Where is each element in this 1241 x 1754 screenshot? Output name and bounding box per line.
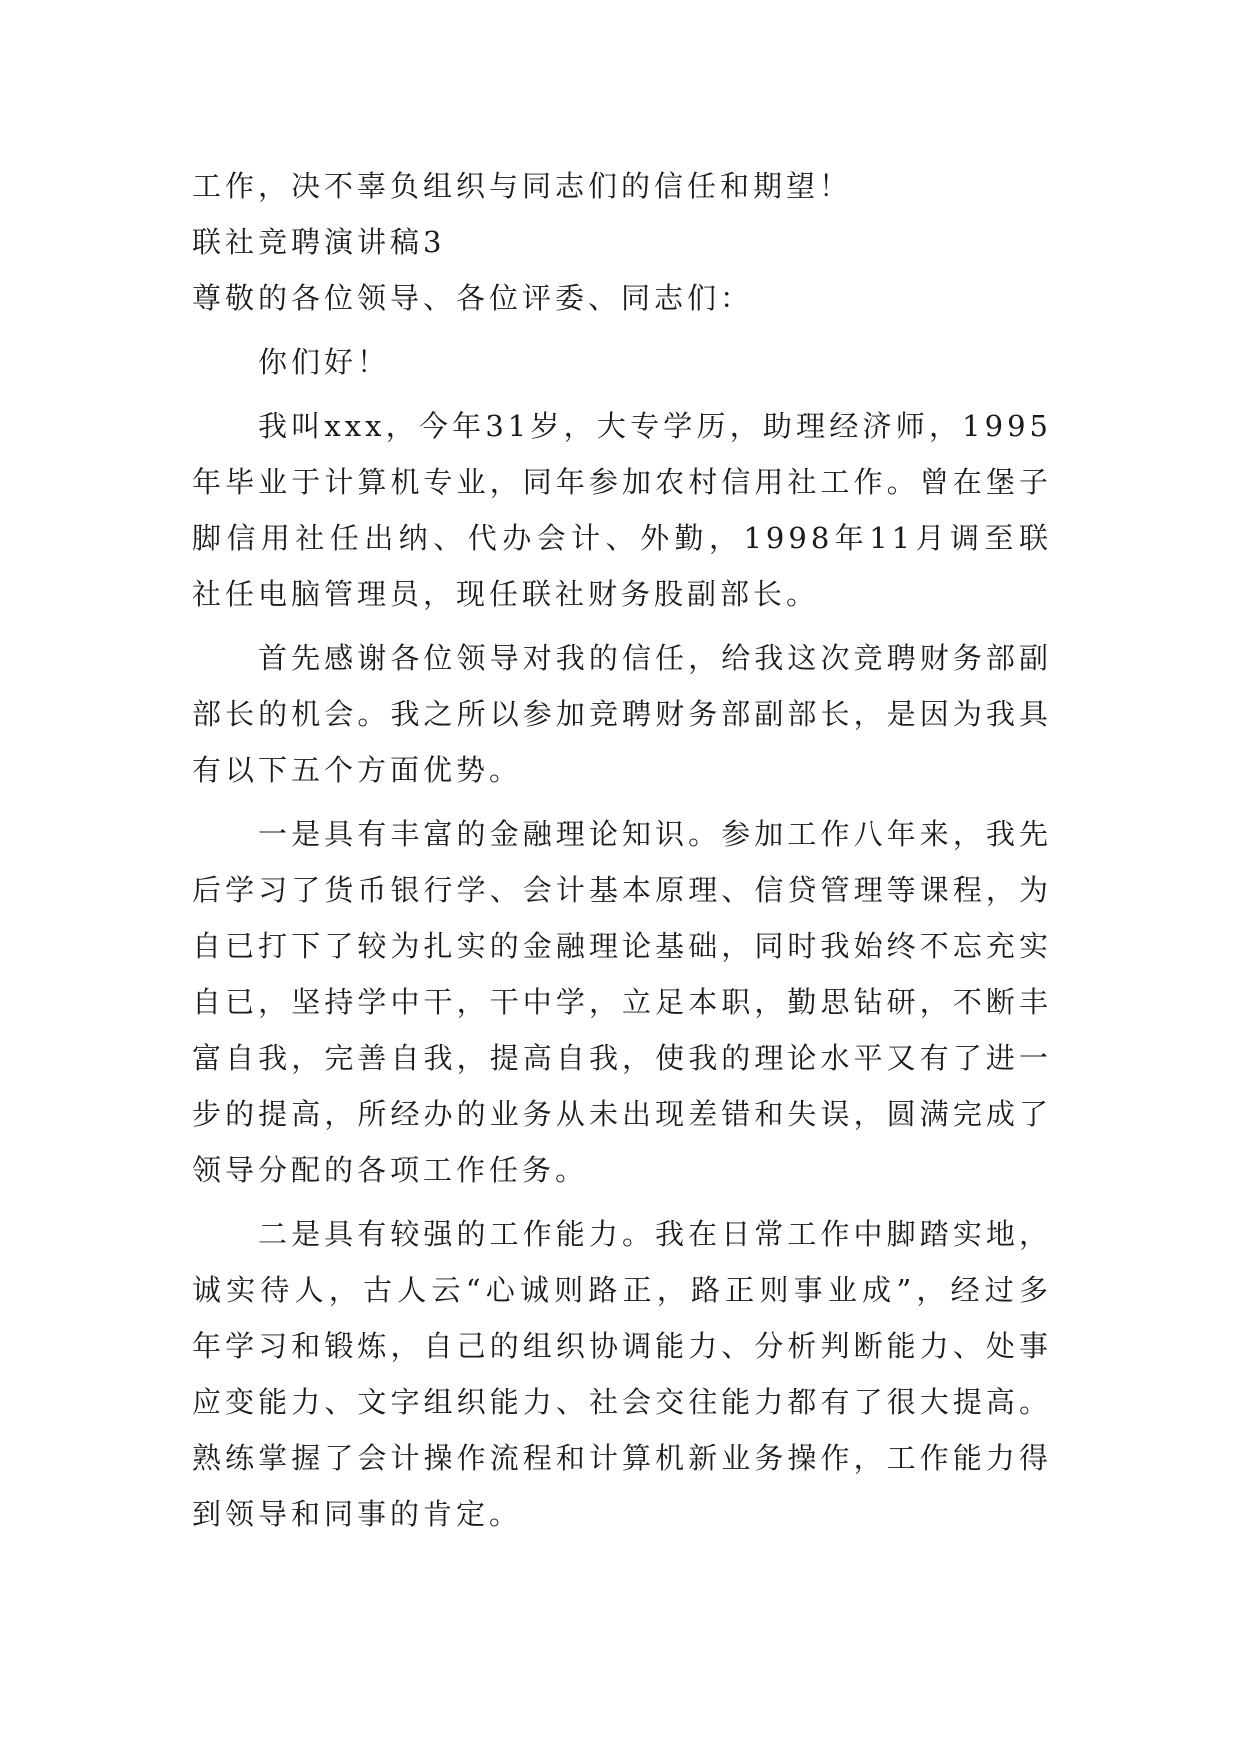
salutation-line: 尊敬的各位领导、各位评委、同志们： [192, 281, 754, 315]
section-title: 联社竞聘演讲稿3 [192, 225, 446, 259]
gratitude-paragraph: 首先感谢各位领导对我的信任，给我这次竞聘财务部副部长的机会。我之所以参加竞聘财务部副部长，是因为我具有以下五个方面优势。 [192, 641, 1052, 787]
advantage-two-paragraph: 二是具有较强的工作能力。我在日常工作中脚踏实地，诚实待人，古人云“心诚则路正，路正则事业成”，经过多年学习和锻炼，自己的组织协调能力、分析判断能力、处事应变能力、文字组织能力、社会交往能力都有了很大提高。熟练掌握了会计操作流程和计算机新业务操作，工作能力得到领导和同事的肯定。 [192, 1217, 1052, 1531]
document-body [192, 158, 1052, 1542]
previous-section-closing-line: 工作，决不辜负组织与同志们的信任和期望！ [192, 169, 853, 203]
advantage-one-paragraph: 一是具有丰富的金融理论知识。参加工作八年来，我先后学习了货币银行学、会计基本原理、信贷管理等课程，为自已打下了较为扎实的金融理论基础，同时我始终不忘充实自已，坚持学中干，干中学，立足本职，勤思钻研，不断丰富自我，完善自我，提高自我，使我的理论水平又有了进一步的提高，所经办的业务从未出现差错和失误，圆满完成了领导分配的各项工作任务。 [192, 817, 1052, 1187]
self-introduction-paragraph: 我叫xxx，今年31岁，大专学历，助理经济师，1995年毕业于计算机专业，同年参加农村信用社工作。曾在堡子脚信用社任出纳、代办会计、外勤，1998年11月调至联社任电脑管理员，现任联社财务股副部长。 [192, 409, 1052, 611]
greeting-paragraph: 你们好！ [258, 345, 391, 379]
